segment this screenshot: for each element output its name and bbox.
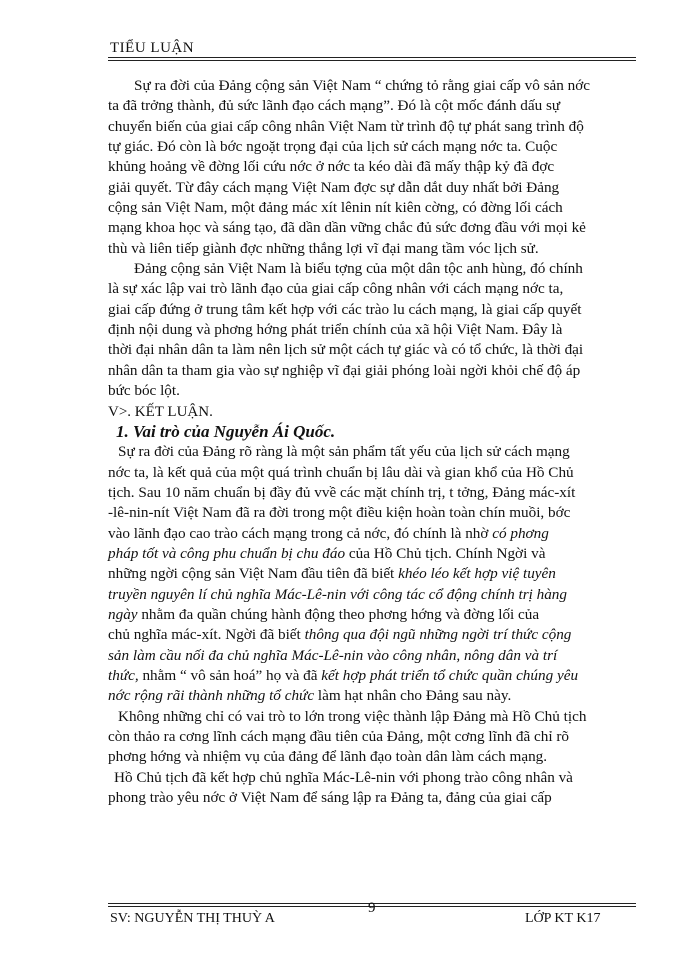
text-line: -lê-nin-nít Việt Nam đã ra đời trong một điều kiện hoàn toàn chín muồi, bớc [108,504,571,522]
text-line: chuyển biến của giai cấp công nhân Việt Nam từ trình độ tự phát sang trình độ [108,117,584,135]
text-line [108,666,638,686]
italic-run: có phơng [492,524,549,542]
text-line: thù và liên tiếp giành đợc những thắng lợi vĩ đại mang tầm vóc lịch sử. [108,239,539,257]
text-line: Không những chỉ có vai trò to lớn trong việc thành lập Đảng mà Hồ Chủ tịch [118,707,587,725]
text-line: phong trào yêu nớc ở Việt Nam để sáng lập ra Đảng ta, đảng của giai cấp [108,789,552,807]
text-line: nớc ta, là kết quả của một quá trình chuẩn bị lâu dài và gian khổ của Hồ Chủ [108,463,574,481]
text-line: định nội dung và phơng hớng phát triển chính của xã hội Việt Nam. Đây là [108,321,563,339]
text-line: Hồ Chủ tịch đã kết hợp chủ nghĩa Mác-Lê-nin với phong trào công nhân và [114,768,573,786]
document-body [108,76,638,808]
text-run: những ngời cộng sản Việt Nam đầu tiên đã biết [108,565,399,583]
text-run: chủ nghĩa mác-xít. Ngời đã biết [108,626,305,644]
text-line: khủng hoảng về đờng lối cứu nớc ở nớc ta kéo dài đã mấy thập kỷ đã đợc [108,158,555,176]
text-line: tịch. Sau 10 năm chuẩn bị đầy đủ vvề các mặt chính trị, t tởng, Đảng mác-xít [108,483,576,501]
text-run: vào lãnh đạo cao trào cách mạng trong cả nớc, đó chính là nhờ [108,524,493,542]
text-run: nhằm đa quần chúng hành động theo phơng hớng và đờng lối của [137,605,540,623]
text-run: của Hồ Chủ tịch. Chính Ngời và [345,544,546,562]
subheading: 1. Vai trò của Nguyễn Ái Quốc. [116,421,336,441]
text-line: phơng hớng và nhiệm vụ của đảng để lãnh đạo toàn dân làm cách mạng. [108,748,548,766]
text-line: mạng khoa học và sáng tạo, đã dần dần vững chắc đủ sức đơng đầu với mọi kẻ [108,219,586,237]
footer-class: LỚP KT K17 [525,911,601,926]
text-line [108,605,638,625]
text-line: Sự ra đời của Đảng cộng sản Việt Nam “ chứng tỏ rằng giai cấp vô sản nớc [134,77,591,94]
section-heading: V>. KẾT LUẬN. [108,403,213,420]
footer-student-name: SV: NGUYỄN THỊ THUỲ A [110,911,275,926]
text-line [108,524,638,544]
text-line: là sự xác lập vai trò lãnh đạo của giai cấp công nhân với cách mạng nớc ta, [108,280,564,298]
text-line [108,564,638,584]
header-rule [108,57,636,58]
italic-run: ngày [108,605,138,623]
text-line: còn thảo ra cơng lĩnh cách mạng đầu tiên của Đảng, một cơng lĩnh đã chỉ rõ [108,728,569,745]
text-line: bức bóc lột. [108,382,180,400]
italic-run: nớc rộng rãi thành những tổ chức [108,687,315,705]
italic-run: thức, [108,666,139,684]
italic-run: sản làm cầu nối đa chủ nghĩa Mác-Lê-nin vào công nhân, nông dân và trí [108,646,558,664]
text-line: Đảng cộng sản Việt Nam là biểu tợng của một dân tộc anh hùng, đó chính [134,260,583,278]
text-line [108,544,638,564]
text-line [108,625,638,645]
text-line: giai cấp đứng ở trung tâm kết hợp với các trào lu cách mạng, là giai cấp quyết [108,300,582,318]
text-line: cộng sản Việt Nam, một đảng mác xít lênin nít kiên cờng, có đờng lối cách [108,199,563,217]
page-number: 9 [368,900,376,916]
text-line [108,646,638,666]
text-line: nhân dân ta tham gia vào sự nghiệp vĩ đại giải phóng loài ngời khỏi chế độ áp [108,361,581,379]
text-line: Sự ra đời của Đảng rõ ràng là một sản phẩm tất yếu của lịch sử cách mạng [118,443,570,461]
text-line [108,686,638,706]
header-rule [108,60,636,61]
text-run: làm hạt nhân cho Đảng sau này. [314,687,512,705]
italic-run: pháp tốt và công phu chuẩn bị chu đáo [108,544,346,562]
text-line: tự giác. Đó còn là bớc ngoặt trọng đại của lịch sử cách mạng nớc ta. Cuộc [108,138,558,156]
italic-run: thông qua đội ngũ những ngời trí thức cộng [304,626,572,644]
text-line: giải quyết. Từ đây cách mạng Việt Nam đợc sự dẫn dắt duy nhất bởi Đảng [108,178,560,196]
italic-run: kết hợp phát triển tổ chức quần chúng yêu [321,666,579,684]
italic-run: khéo léo kết hợp việ tuyên [398,565,556,583]
text-run: nhằm “ vô sản hoá” họ và đã [138,666,322,684]
text-line: thời đại nhân dân ta làm nên lịch sử một cách tự giác và có tổ chức, là thời đại [108,341,584,359]
text-line: ta đã trởng thành, đủ sức lãnh đạo cách mạng”. Đó là cột mốc đánh dấu sự [108,97,561,115]
italic-run: truyền nguyên lí chủ nghĩa Mác-Lê-nin với công tác cổ động chính trị hàng [108,585,567,603]
text-line [108,585,638,605]
page-header-title: TIỂU LUẬN [110,40,195,56]
